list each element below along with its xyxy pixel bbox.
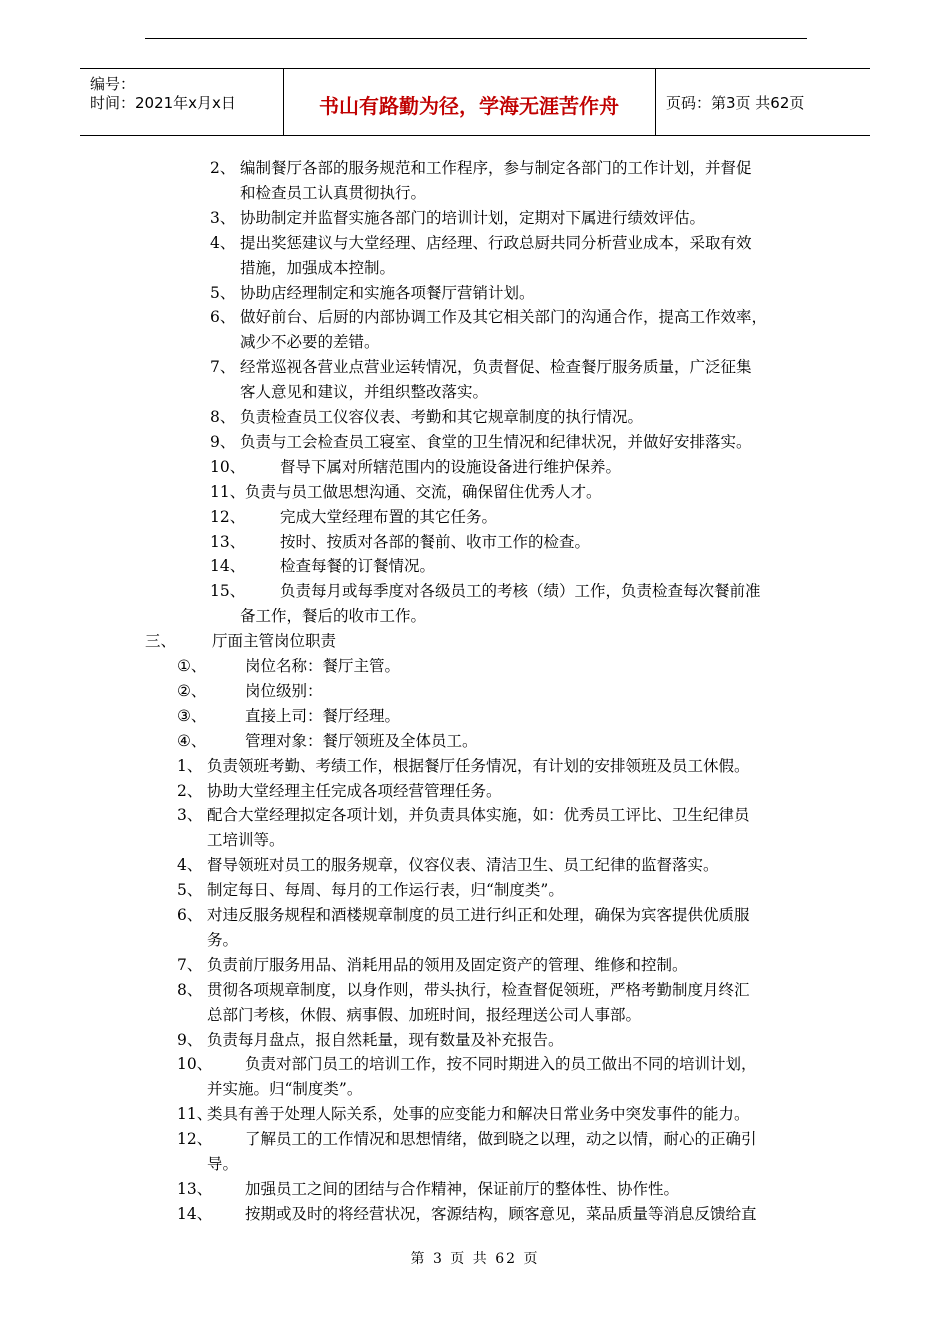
code-label: 编号：: [90, 75, 136, 93]
duty-number: 5、: [177, 881, 203, 900]
duty-text: 务。: [207, 930, 239, 949]
duty-number: 6、: [177, 906, 203, 924]
document-header: [80, 68, 870, 136]
duty-text: 工培训等。: [207, 831, 285, 850]
list-item-number: 7、: [210, 358, 236, 377]
list-item-text: 负责每月或每季度对各级员工的考核（绩）工作，负责检查每次餐前准: [280, 582, 761, 601]
list-item-number: 14、: [210, 557, 246, 576]
duty-number: 4、: [177, 856, 203, 875]
list-item-text: 措施，加强成本控制。: [240, 258, 396, 277]
list-item-number: 6、: [210, 308, 236, 327]
header-motto-cell: [283, 69, 656, 135]
info-text: 直接上司：餐厅经理。: [245, 706, 401, 725]
duty-text: 负责领班考勤、考绩工作，根据餐厅任务情况，有计划的安排领班及员工休假。: [207, 756, 750, 775]
info-number: ④、: [177, 731, 207, 750]
duty-text: 并实施。归“制度类”。: [207, 1080, 363, 1099]
duty-number: 14、: [177, 1204, 213, 1223]
duty-text: 加强员工之间的团结与合作精神，保证前厅的整体性、协作性。: [245, 1179, 680, 1198]
duty-number: 8、: [177, 980, 203, 999]
top-rule: [145, 38, 807, 39]
list-item-text: 客人意见和建议，并组织整改落实。: [240, 383, 489, 402]
list-item-number: 3、: [210, 208, 236, 227]
duty-number: 11、: [177, 1105, 213, 1124]
duty-number: 3、: [177, 806, 203, 825]
list-item-text: 检查每餐的订餐情况。: [280, 557, 436, 576]
list-item-number: 9、: [210, 432, 236, 451]
duty-text: 对违反服务规程和酒楼规章制度的员工进行纠正和处理，确保为宾客提供优质服: [207, 906, 750, 924]
info-number: ②、: [177, 681, 207, 700]
list-item-text: 和检查员工认真贯彻执行。: [240, 183, 427, 202]
duty-text: 配合大堂经理拟定各项计划，并负责具体实施，如：优秀员工评比、卫生纪律员: [207, 806, 750, 825]
duty-number: 13、: [177, 1179, 213, 1198]
header-page-cell: [656, 69, 870, 135]
list-item-number: 5、: [210, 283, 236, 302]
section-title: 厅面主管岗位职责: [212, 632, 337, 651]
info-number: ①、: [177, 657, 207, 675]
duty-text: 协助大堂经理主任完成各项经营管理任务。: [207, 781, 502, 800]
list-item-number: 12、: [210, 507, 246, 526]
list-item-number: 8、: [210, 408, 236, 426]
list-item-number: 10、: [210, 457, 246, 476]
list-item-number: 15、: [210, 582, 246, 601]
duty-text: 制定每日、每周、每月的工作运行表，归“制度类”。: [207, 881, 564, 900]
duty-text: 督导领班对员工的服务规章，仪容仪表、清洁卫生、员工纪律的监督落实。: [207, 856, 719, 875]
duty-number: 9、: [177, 1030, 203, 1049]
list-item-text: 督导下属对所辖范围内的设施设备进行维护保养。: [280, 457, 622, 476]
list-item-text: 做好前台、后厨的内部协调工作及其它相关部门的沟通合作，提高工作效率，: [240, 308, 768, 327]
duty-text: 按期或及时的将经营状况，客源结构，顾客意见，菜品质量等消息反馈给直: [245, 1204, 757, 1223]
list-item-number: 13、: [210, 532, 246, 551]
duty-number: 12、: [177, 1130, 213, 1149]
info-text: 管理对象：餐厅领班及全体员工。: [245, 731, 478, 750]
list-item-number: 4、: [210, 233, 236, 252]
list-item-text: 减少不必要的差错。: [240, 333, 380, 352]
duty-number: 7、: [177, 955, 203, 974]
page-footer: 第 3 页 共 62 页: [410, 1251, 540, 1267]
info-text: 岗位名称：餐厅主管。: [245, 657, 401, 675]
list-item-text: 备工作，餐后的收市工作。: [240, 607, 427, 626]
list-item-text: 负责检查员工仪容仪表、考勤和其它规章制度的执行情况。: [240, 408, 644, 426]
list-item-text: 完成大堂经理布置的其它任务。: [280, 507, 498, 526]
list-item-number: 11、: [210, 482, 246, 501]
duty-text: 导。: [207, 1155, 239, 1173]
motto: 书山有路勤为径，学海无涯苦作舟: [319, 94, 619, 118]
list-item-text: 编制餐厅各部的服务规范和工作程序，参与制定各部门的工作计划，并督促: [240, 159, 752, 177]
list-item-text: 经常巡视各营业点营业运转情况，负责督促、检查餐厅服务质量，广泛征集: [240, 358, 752, 377]
list-item-text: 提出奖惩建议与大堂经理、店经理、行政总厨共同分析营业成本，采取有效: [240, 233, 752, 252]
header-meta-cell: [80, 69, 284, 135]
list-item-number: 2、: [210, 159, 236, 177]
list-item-text: 协助店经理制定和实施各项餐厅营销计划。: [240, 283, 535, 302]
duty-text: 负责前厅服务用品、消耗用品的领用及固定资产的管理、维修和控制。: [207, 955, 688, 974]
page-info: 页码：第3页 共62页: [666, 94, 805, 112]
duty-text: 类具有善于处理人际关系，处事的应变能力和解决日常业务中突发事件的能力。: [207, 1105, 750, 1124]
duty-text: 总部门考核，休假、病事假、加班时间，报经理送公司人事部。: [207, 1005, 642, 1024]
duty-number: 2、: [177, 781, 203, 800]
info-number: ③、: [177, 706, 207, 725]
list-item-text: 负责与工会检查员工寝室、食堂的卫生情况和纪律状况，并做好安排落实。: [240, 432, 752, 451]
duty-text: 负责对部门员工的培训工作，按不同时期进入的员工做出不同的培训计划，: [245, 1055, 757, 1074]
duty-number: 10、: [177, 1055, 213, 1074]
duty-number: 1、: [177, 756, 203, 775]
duty-text: 贯彻各项规章制度，以身作则，带头执行，检查督促领班，严格考勤制度月终汇: [207, 980, 750, 999]
list-item-text: 按时、按质对各部的餐前、收市工作的检查。: [280, 532, 591, 551]
list-item-text: 协助制定并监督实施各部门的培训计划，定期对下属进行绩效评估。: [240, 208, 706, 227]
info-text: 岗位级别：: [245, 681, 323, 700]
duty-text: 了解员工的工作情况和思想情绪，做到晓之以理，动之以情，耐心的正确引: [245, 1130, 757, 1149]
time-label: 时间：2021年x月x日: [90, 94, 236, 112]
list-item-text: 负责与员工做思想沟通、交流，确保留住优秀人才。: [245, 482, 602, 501]
section-number: 三、: [145, 632, 177, 651]
duty-text: 负责每月盘点，报自然耗量，现有数量及补充报告。: [207, 1030, 564, 1049]
